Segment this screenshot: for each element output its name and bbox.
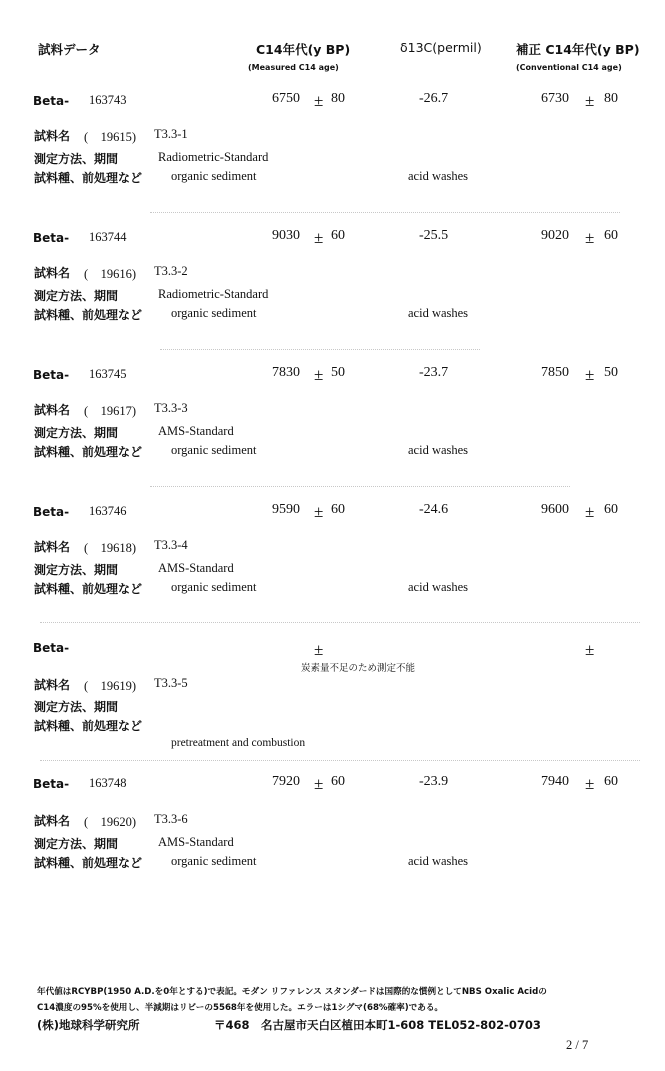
company-name: (株)地球科学研究所 (37, 1018, 140, 1032)
method-label: 測定方法、期間 (34, 289, 119, 303)
material-value: organic sediment (171, 443, 257, 457)
pretreatment: pretreatment and combustion (171, 737, 306, 749)
c14-error: 60 (331, 228, 345, 243)
sample-lab-number: ( 19616) (84, 267, 137, 281)
beta-number: 163746 (89, 504, 127, 518)
pretreatment-value: acid washes (408, 580, 469, 594)
header-corrected-age-sub: (Conventional C14 age) (516, 63, 622, 72)
method-label: 測定方法、期間 (34, 426, 119, 440)
delta13c-value: -23.7 (419, 365, 449, 380)
sample-lab-number: ( 19620) (84, 815, 137, 829)
conventional-error: 60 (604, 774, 618, 789)
material-label: 試料種、前処理など (34, 582, 143, 596)
pretreatment-value: acid washes (408, 443, 469, 457)
delta13c-value: -24.6 (419, 502, 449, 517)
method-value: Radiometric-Standard (158, 287, 269, 301)
sample-name-label: 試料名 (34, 678, 71, 692)
sample-name-label: 試料名 (34, 266, 71, 280)
separator (40, 760, 640, 761)
sample-name-label: 試料名 (34, 540, 71, 554)
plus-minus: ± (314, 91, 324, 110)
delta13c-value: -26.7 (419, 91, 449, 106)
delta13c-value: -25.5 (419, 228, 449, 243)
c14-age: 9590 (272, 502, 300, 517)
conventional-age: 7940 (541, 774, 569, 789)
conventional-error: 60 (604, 228, 618, 243)
pretreatment-value: acid washes (408, 854, 469, 868)
method-value: AMS-Standard (158, 561, 234, 575)
sample-lab-number: ( 19618) (84, 541, 137, 555)
pretreatment-value: acid washes (408, 169, 469, 183)
c14-age: 7920 (272, 774, 300, 789)
beta-label: Beta- (33, 777, 70, 791)
beta-number: 163745 (89, 367, 127, 381)
plus-minus: ± (314, 502, 324, 521)
measurement-note: 炭素量不足のため測定不能 (301, 663, 416, 674)
plus-minus: ± (314, 228, 324, 247)
c14-error: 80 (331, 91, 345, 106)
beta-label: Beta- (33, 641, 70, 655)
header-corrected-age: 補正 C14年代(y BP) (516, 42, 640, 57)
method-value: Radiometric-Standard (158, 150, 269, 164)
c14-error: 60 (331, 502, 345, 517)
material-value: organic sediment (171, 580, 257, 594)
beta-label: Beta- (33, 505, 70, 519)
pretreatment-value: acid washes (408, 306, 469, 320)
header-delta13c: δ13C(permil) (400, 40, 482, 55)
conventional-age: 9020 (541, 228, 569, 243)
c14-error: 60 (331, 774, 345, 789)
separator (40, 622, 640, 623)
conventional-age: 9600 (541, 502, 569, 517)
sample-name-label: 試料名 (34, 814, 71, 828)
separator (160, 349, 480, 350)
method-label: 測定方法、期間 (34, 837, 119, 851)
beta-label: Beta- (33, 231, 70, 245)
sample-name: T3.3-3 (154, 401, 188, 415)
conventional-age: 7850 (541, 365, 569, 380)
material-label: 試料種、前処理など (34, 308, 143, 322)
material-label: 試料種、前処理など (34, 445, 143, 459)
plus-minus: ± (314, 640, 324, 659)
material-value: organic sediment (171, 854, 257, 868)
sample-name: T3.3-1 (154, 127, 188, 141)
beta-label: Beta- (33, 94, 70, 108)
header-c14-age-sub: (Measured C14 age) (248, 63, 339, 72)
method-value: AMS-Standard (158, 424, 234, 438)
method-value: AMS-Standard (158, 835, 234, 849)
company-address: 〒468 名古屋市天白区植田本町1-608 TEL052-802-0703 (214, 1018, 541, 1032)
plus-minus: ± (585, 91, 595, 110)
plus-minus: ± (585, 640, 595, 659)
separator (150, 212, 620, 213)
footer-note-line2: C14濃度の95%を使用し、半減期はリビーの5568年を使用した。エラーは1シグマ(68%確率)である。 (37, 1003, 444, 1013)
plus-minus: ± (585, 365, 595, 384)
page-number: 2 / 7 (566, 1038, 589, 1052)
footer-note-line1: 年代値はRCYBP(1950 A.D.を0年とする)で表記。モダン リファレンス スタンダードは国際的な慣例としてNBS Oxalic Acidの (37, 987, 547, 997)
plus-minus: ± (585, 228, 595, 247)
conventional-error: 60 (604, 502, 618, 517)
material-value: organic sediment (171, 306, 257, 320)
material-value: organic sediment (171, 169, 257, 183)
c14-age: 9030 (272, 228, 300, 243)
material-label: 試料種、前処理など (34, 856, 143, 870)
sample-name-label: 試料名 (34, 129, 71, 143)
plus-minus: ± (585, 774, 595, 793)
sample-name: T3.3-5 (154, 676, 188, 690)
sample-lab-number: ( 19619) (84, 679, 137, 693)
method-label: 測定方法、期間 (34, 700, 119, 714)
method-label: 測定方法、期間 (34, 563, 119, 577)
sample-name: T3.3-4 (154, 538, 188, 552)
header-sample-data: 試料データ (38, 42, 101, 57)
material-label: 試料種、前処理など (34, 719, 143, 733)
plus-minus: ± (585, 502, 595, 521)
sample-name: T3.3-6 (154, 812, 188, 826)
material-label: 試料種、前処理など (34, 171, 143, 185)
conventional-age: 6730 (541, 91, 569, 106)
beta-number: 163748 (89, 776, 127, 790)
plus-minus: ± (314, 365, 324, 384)
method-label: 測定方法、期間 (34, 152, 119, 166)
conventional-error: 80 (604, 91, 618, 106)
delta13c-value: -23.9 (419, 774, 449, 789)
header-c14-age: C14年代(y BP) (256, 42, 351, 57)
plus-minus: ± (314, 774, 324, 793)
beta-number: 163743 (89, 93, 127, 107)
beta-number: 163744 (89, 230, 127, 244)
c14-error: 50 (331, 365, 345, 380)
separator (150, 486, 570, 487)
sample-name: T3.3-2 (154, 264, 188, 278)
sample-name-label: 試料名 (34, 403, 71, 417)
sample-lab-number: ( 19615) (84, 130, 137, 144)
c14-age: 6750 (272, 91, 300, 106)
conventional-error: 50 (604, 365, 618, 380)
beta-label: Beta- (33, 368, 70, 382)
sample-lab-number: ( 19617) (84, 404, 137, 418)
c14-age: 7830 (272, 365, 300, 380)
